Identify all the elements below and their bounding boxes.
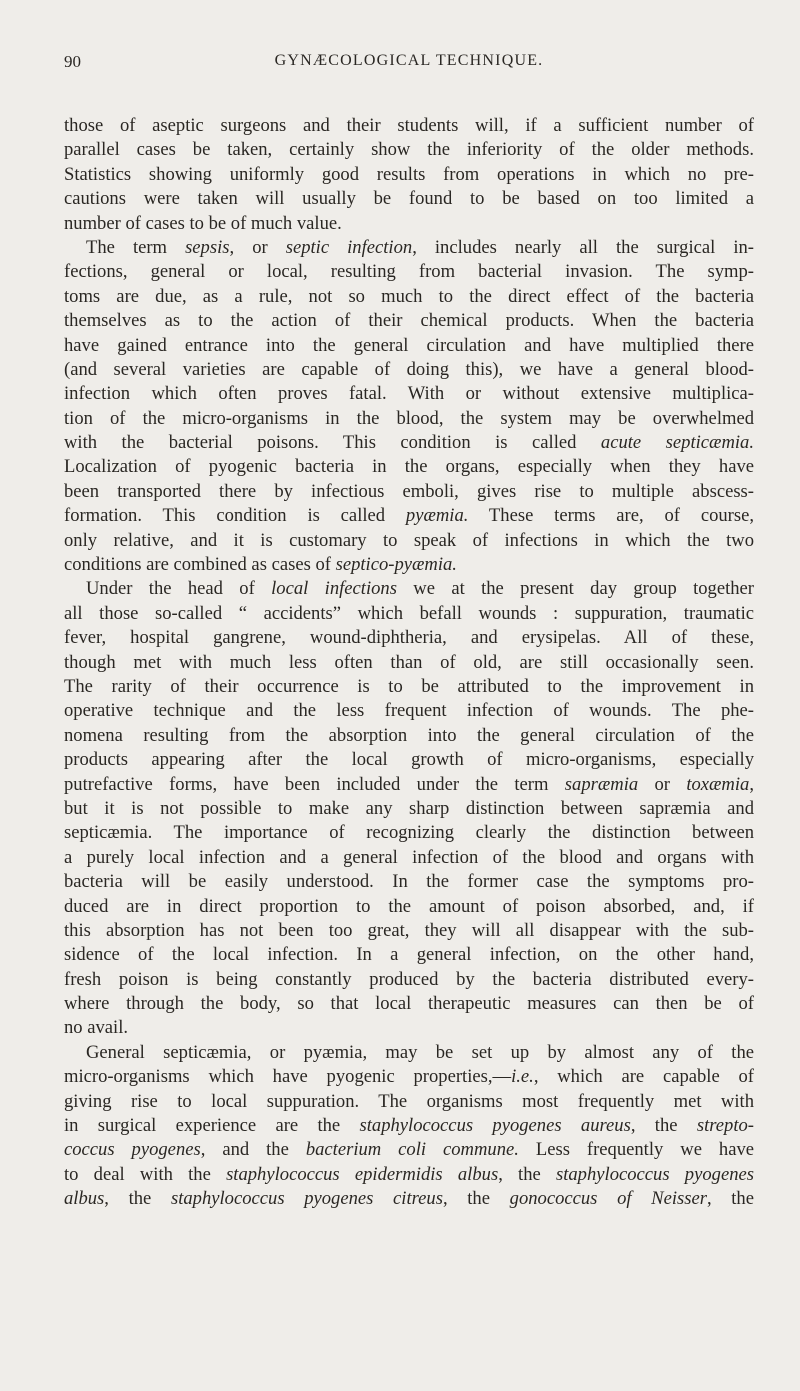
- text-line: only relative, and it is customary to speak of infections in which the two: [64, 529, 754, 551]
- body-text: [64, 114, 754, 1212]
- text-line: number of cases to be of much value.: [64, 212, 342, 234]
- text-line: have gained entrance into the general circulation and have multiplied there: [64, 334, 754, 356]
- text-line: those of aseptic surgeons and their students will, if a sufficient number of: [64, 115, 754, 136]
- text-line: duced are in direct proportion to the amount of poison absorbed, and, if: [64, 895, 754, 917]
- text-line: a purely local infection and a general infection of the blood and organs with: [64, 846, 754, 868]
- text-line: parallel cases be taken, certainly show the inferiority of the older methods.: [64, 139, 754, 161]
- text-line: where through the body, so that local therapeutic measures can then be of: [64, 993, 754, 1015]
- text-line: Localization of pyogenic bacteria in the organs, especially when they have: [64, 456, 754, 478]
- text-line: Under the head of local infections we at the present day group together: [86, 578, 755, 600]
- text-line: septicæmia. The importance of recognizing clearly the distinction between: [64, 822, 754, 844]
- text-line: (and several varieties are capable of doing this), we have a general blood-: [64, 358, 754, 380]
- text-line: products appearing after the local growth of micro-organisms, especially: [64, 749, 754, 771]
- text-line: to deal with the staphylococcus epidermidis albus, the staphylococcus pyogenes: [64, 1163, 754, 1185]
- text-line: fever, hospital gangrene, wound-diphtheria, and erysipelas. All of these,: [64, 627, 754, 649]
- text-line: sidence of the local infection. In a general infection, on the other hand,: [64, 944, 754, 966]
- text-line: albus, the staphylococcus pyogenes citreus, the gonococcus of Neisser, the: [64, 1188, 754, 1210]
- text-line: been transported there by infectious emboli, gives rise to multiple abscess-: [64, 480, 754, 502]
- text-line: The term sepsis, or septic infection, includes nearly all the surgical in-: [86, 236, 754, 258]
- text-line: toms are due, as a rule, not so much to the direct effect of the bacteria: [64, 285, 754, 307]
- text-line: fections, general or local, resulting from bacterial invasion. The symp-: [64, 261, 754, 283]
- text-line: putrefactive forms, have been included under the term sapræmia or toxæmia,: [64, 773, 754, 795]
- text-line: Statistics showing uniformly good results from operations in which no pre-: [64, 163, 754, 185]
- text-line: all those so-called “ accidents” which befall wounds : suppuration, traumatic: [64, 602, 754, 624]
- text-line: coccus pyogenes, and the bacterium coli commune. Less frequently we have: [64, 1139, 754, 1161]
- text-line: but it is not possible to make any sharp distinction between sapræmia and: [64, 797, 754, 819]
- text-line: nomena resulting from the absorption into the general circulation of the: [64, 724, 754, 746]
- running-head: GYNÆCOLOGICAL TECHNIQUE.: [274, 52, 544, 69]
- text-line: infection which often proves fatal. With or without extensive multiplica-: [64, 383, 754, 405]
- text-line: no avail.: [64, 1017, 129, 1039]
- text-line: The rarity of their occurrence is to be attributed to the improvement in: [64, 675, 754, 697]
- text-line: cautions were taken will usually be found to be based on too limited a: [64, 188, 754, 210]
- text-line: conditions are combined as cases of septico-pyæmia.: [64, 554, 457, 576]
- text-line: though met with much less often than of old, are still occasionally seen.: [64, 651, 754, 673]
- text-line: micro-organisms which have pyogenic properties,—i.e., which are capable of: [64, 1066, 754, 1088]
- text-line: in surgical experience are the staphylococcus pyogenes aureus, the strepto-: [64, 1115, 754, 1137]
- text-line: formation. This condition is called pyæmia. These terms are, of course,: [64, 505, 754, 527]
- text-line: General septicæmia, or pyæmia, may be set up by almost any of the: [86, 1041, 754, 1063]
- text-line: this absorption has not been too great, they will all disappear with the sub-: [64, 919, 754, 941]
- text-line: with the bacterial poisons. This condition is called acute septicæmia.: [64, 432, 754, 454]
- text-line: themselves as to the action of their chemical products. When the bacteria: [64, 310, 754, 332]
- text-line: giving rise to local suppuration. The organisms most frequently met with: [64, 1090, 754, 1112]
- page-number: 90: [64, 52, 81, 71]
- page-header: [64, 52, 754, 82]
- text-line: operative technique and the less frequent infection of wounds. The phe-: [64, 700, 754, 722]
- text-line: fresh poison is being constantly produced by the bacteria distributed every-: [64, 968, 754, 990]
- text-line: bacteria will be easily understood. In the former case the symptoms pro-: [64, 871, 754, 893]
- text-line: tion of the micro-organisms in the blood, the system may be overwhelmed: [64, 407, 754, 429]
